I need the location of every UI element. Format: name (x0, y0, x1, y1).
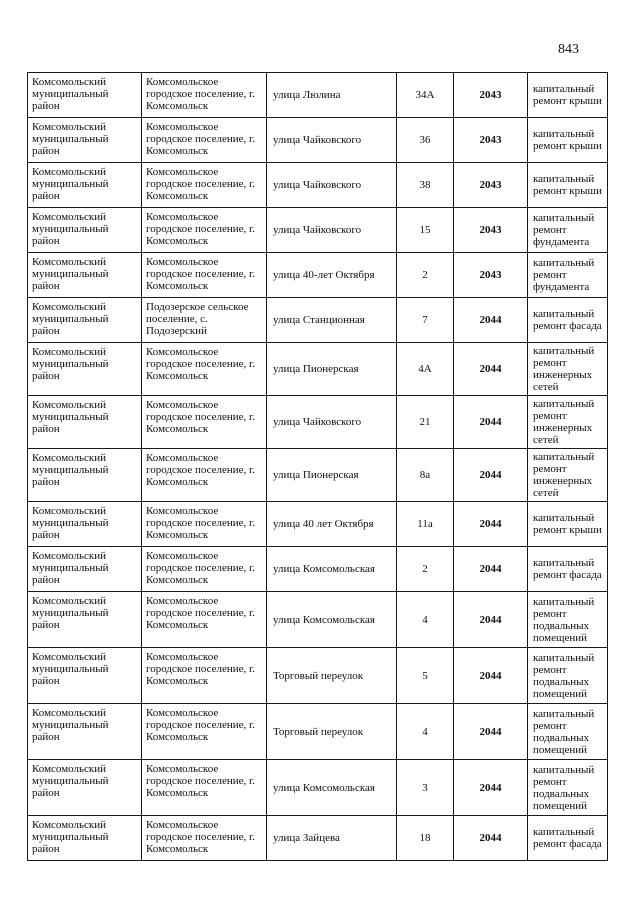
table-row (28, 449, 608, 502)
settlement-cell: Комсомольское городское поселение, г. Комсомольск (142, 73, 267, 118)
table-row (28, 816, 608, 861)
table-row (28, 396, 608, 449)
house-number-cell: 11а (397, 502, 454, 547)
work-type-cell: капитальный ремонт подвальных помещений (528, 592, 608, 648)
page-number: 843 (558, 42, 579, 57)
district-cell: Комсомольский муниципальный район (28, 343, 142, 396)
settlement-cell: Комсомольское городское поселение, г. Комсомольск (142, 704, 267, 760)
year-cell: 2044 (454, 343, 528, 396)
street-cell: улица Комсомольская (267, 760, 397, 816)
year-cell: 2043 (454, 73, 528, 118)
work-type-cell: капитальный ремонт фундамента (528, 253, 608, 298)
district-cell: Комсомольский муниципальный район (28, 208, 142, 253)
table-body (28, 73, 608, 861)
street-cell: улица Чайковского (267, 396, 397, 449)
house-number-cell: 7 (397, 298, 454, 343)
settlement-cell: Комсомольское городское поселение, г. Комсомольск (142, 816, 267, 861)
settlement-cell: Комсомольское городское поселение, г. Комсомольск (142, 343, 267, 396)
repair-schedule-table-wrap (27, 72, 607, 861)
house-number-cell: 5 (397, 648, 454, 704)
district-cell: Комсомольский муниципальный район (28, 704, 142, 760)
year-cell: 2044 (454, 648, 528, 704)
table-row (28, 298, 608, 343)
settlement-cell: Комсомольское городское поселение, г. Комсомольск (142, 208, 267, 253)
house-number-cell: 2 (397, 253, 454, 298)
year-cell: 2043 (454, 208, 528, 253)
district-cell: Комсомольский муниципальный район (28, 648, 142, 704)
house-number-cell: 15 (397, 208, 454, 253)
house-number-cell: 4 (397, 592, 454, 648)
street-cell: улица Комсомольская (267, 592, 397, 648)
house-number-cell: 38 (397, 163, 454, 208)
street-cell: улица Станционная (267, 298, 397, 343)
work-type-cell: капитальный ремонт крыши (528, 73, 608, 118)
table-row (28, 118, 608, 163)
house-number-cell: 4А (397, 343, 454, 396)
district-cell: Комсомольский муниципальный район (28, 73, 142, 118)
year-cell: 2044 (454, 396, 528, 449)
settlement-cell: Комсомольское городское поселение, г. Комсомольск (142, 648, 267, 704)
street-cell: улица Чайковского (267, 163, 397, 208)
work-type-cell: капитальный ремонт фасада (528, 547, 608, 592)
street-cell: улица Комсомольская (267, 547, 397, 592)
district-cell: Комсомольский муниципальный район (28, 163, 142, 208)
settlement-cell: Комсомольское городское поселение, г. Комсомольск (142, 163, 267, 208)
street-cell: улица 40-лет Октября (267, 253, 397, 298)
settlement-cell: Комсомольское городское поселение, г. Комсомольск (142, 396, 267, 449)
year-cell: 2043 (454, 118, 528, 163)
house-number-cell: 4 (397, 704, 454, 760)
work-type-cell: капитальный ремонт подвальных помещений (528, 704, 608, 760)
house-number-cell: 34А (397, 73, 454, 118)
work-type-cell: капитальный ремонт подвальных помещений (528, 760, 608, 816)
year-cell: 2044 (454, 760, 528, 816)
year-cell: 2044 (454, 816, 528, 861)
year-cell: 2043 (454, 163, 528, 208)
year-cell: 2044 (454, 704, 528, 760)
settlement-cell: Комсомольское городское поселение, г. Комсомольск (142, 118, 267, 163)
house-number-cell: 8а (397, 449, 454, 502)
settlement-cell: Комсомольское городское поселение, г. Комсомольск (142, 502, 267, 547)
district-cell: Комсомольский муниципальный район (28, 298, 142, 343)
work-type-cell: капитальный ремонт инженерных сетей (528, 343, 608, 396)
table-row (28, 208, 608, 253)
table-row (28, 502, 608, 547)
district-cell: Комсомольский муниципальный район (28, 449, 142, 502)
work-type-cell: капитальный ремонт крыши (528, 118, 608, 163)
table-row (28, 343, 608, 396)
street-cell: Торговый переулок (267, 704, 397, 760)
work-type-cell: капитальный ремонт фундамента (528, 208, 608, 253)
settlement-cell: Комсомольское городское поселение, г. Комсомольск (142, 449, 267, 502)
table-row (28, 253, 608, 298)
district-cell: Комсомольский муниципальный район (28, 816, 142, 861)
settlement-cell: Комсомольское городское поселение, г. Комсомольск (142, 253, 267, 298)
district-cell: Комсомольский муниципальный район (28, 760, 142, 816)
street-cell: Торговый переулок (267, 648, 397, 704)
street-cell: улица Зайцева (267, 816, 397, 861)
house-number-cell: 36 (397, 118, 454, 163)
work-type-cell: капитальный ремонт фасада (528, 298, 608, 343)
work-type-cell: капитальный ремонт инженерных сетей (528, 396, 608, 449)
repair-schedule-table (27, 72, 608, 861)
street-cell: улица 40 лет Октября (267, 502, 397, 547)
settlement-cell: Подозерское сельское поселение, с. Подозерский (142, 298, 267, 343)
work-type-cell: капитальный ремонт фасада (528, 816, 608, 861)
settlement-cell: Комсомольское городское поселение, г. Комсомольск (142, 760, 267, 816)
district-cell: Комсомольский муниципальный район (28, 592, 142, 648)
house-number-cell: 18 (397, 816, 454, 861)
house-number-cell: 2 (397, 547, 454, 592)
table-row (28, 648, 608, 704)
district-cell: Комсомольский муниципальный район (28, 118, 142, 163)
house-number-cell: 3 (397, 760, 454, 816)
year-cell: 2044 (454, 592, 528, 648)
year-cell: 2043 (454, 253, 528, 298)
table-row (28, 760, 608, 816)
street-cell: улица Чайковского (267, 208, 397, 253)
district-cell: Комсомольский муниципальный район (28, 547, 142, 592)
year-cell: 2044 (454, 502, 528, 547)
settlement-cell: Комсомольское городское поселение, г. Комсомольск (142, 547, 267, 592)
settlement-cell: Комсомольское городское поселение, г. Комсомольск (142, 592, 267, 648)
district-cell: Комсомольский муниципальный район (28, 253, 142, 298)
street-cell: улица Пионерская (267, 449, 397, 502)
district-cell: Комсомольский муниципальный район (28, 502, 142, 547)
table-row (28, 704, 608, 760)
work-type-cell: капитальный ремонт подвальных помещений (528, 648, 608, 704)
street-cell: улица Люлина (267, 73, 397, 118)
table-row (28, 163, 608, 208)
district-cell: Комсомольский муниципальный район (28, 396, 142, 449)
street-cell: улица Чайковского (267, 118, 397, 163)
table-row (28, 73, 608, 118)
year-cell: 2044 (454, 298, 528, 343)
street-cell: улица Пионерская (267, 343, 397, 396)
table-row (28, 592, 608, 648)
house-number-cell: 21 (397, 396, 454, 449)
work-type-cell: капитальный ремонт крыши (528, 163, 608, 208)
work-type-cell: капитальный ремонт инженерных сетей (528, 449, 608, 502)
table-row (28, 547, 608, 592)
work-type-cell: капитальный ремонт крыши (528, 502, 608, 547)
year-cell: 2044 (454, 547, 528, 592)
year-cell: 2044 (454, 449, 528, 502)
